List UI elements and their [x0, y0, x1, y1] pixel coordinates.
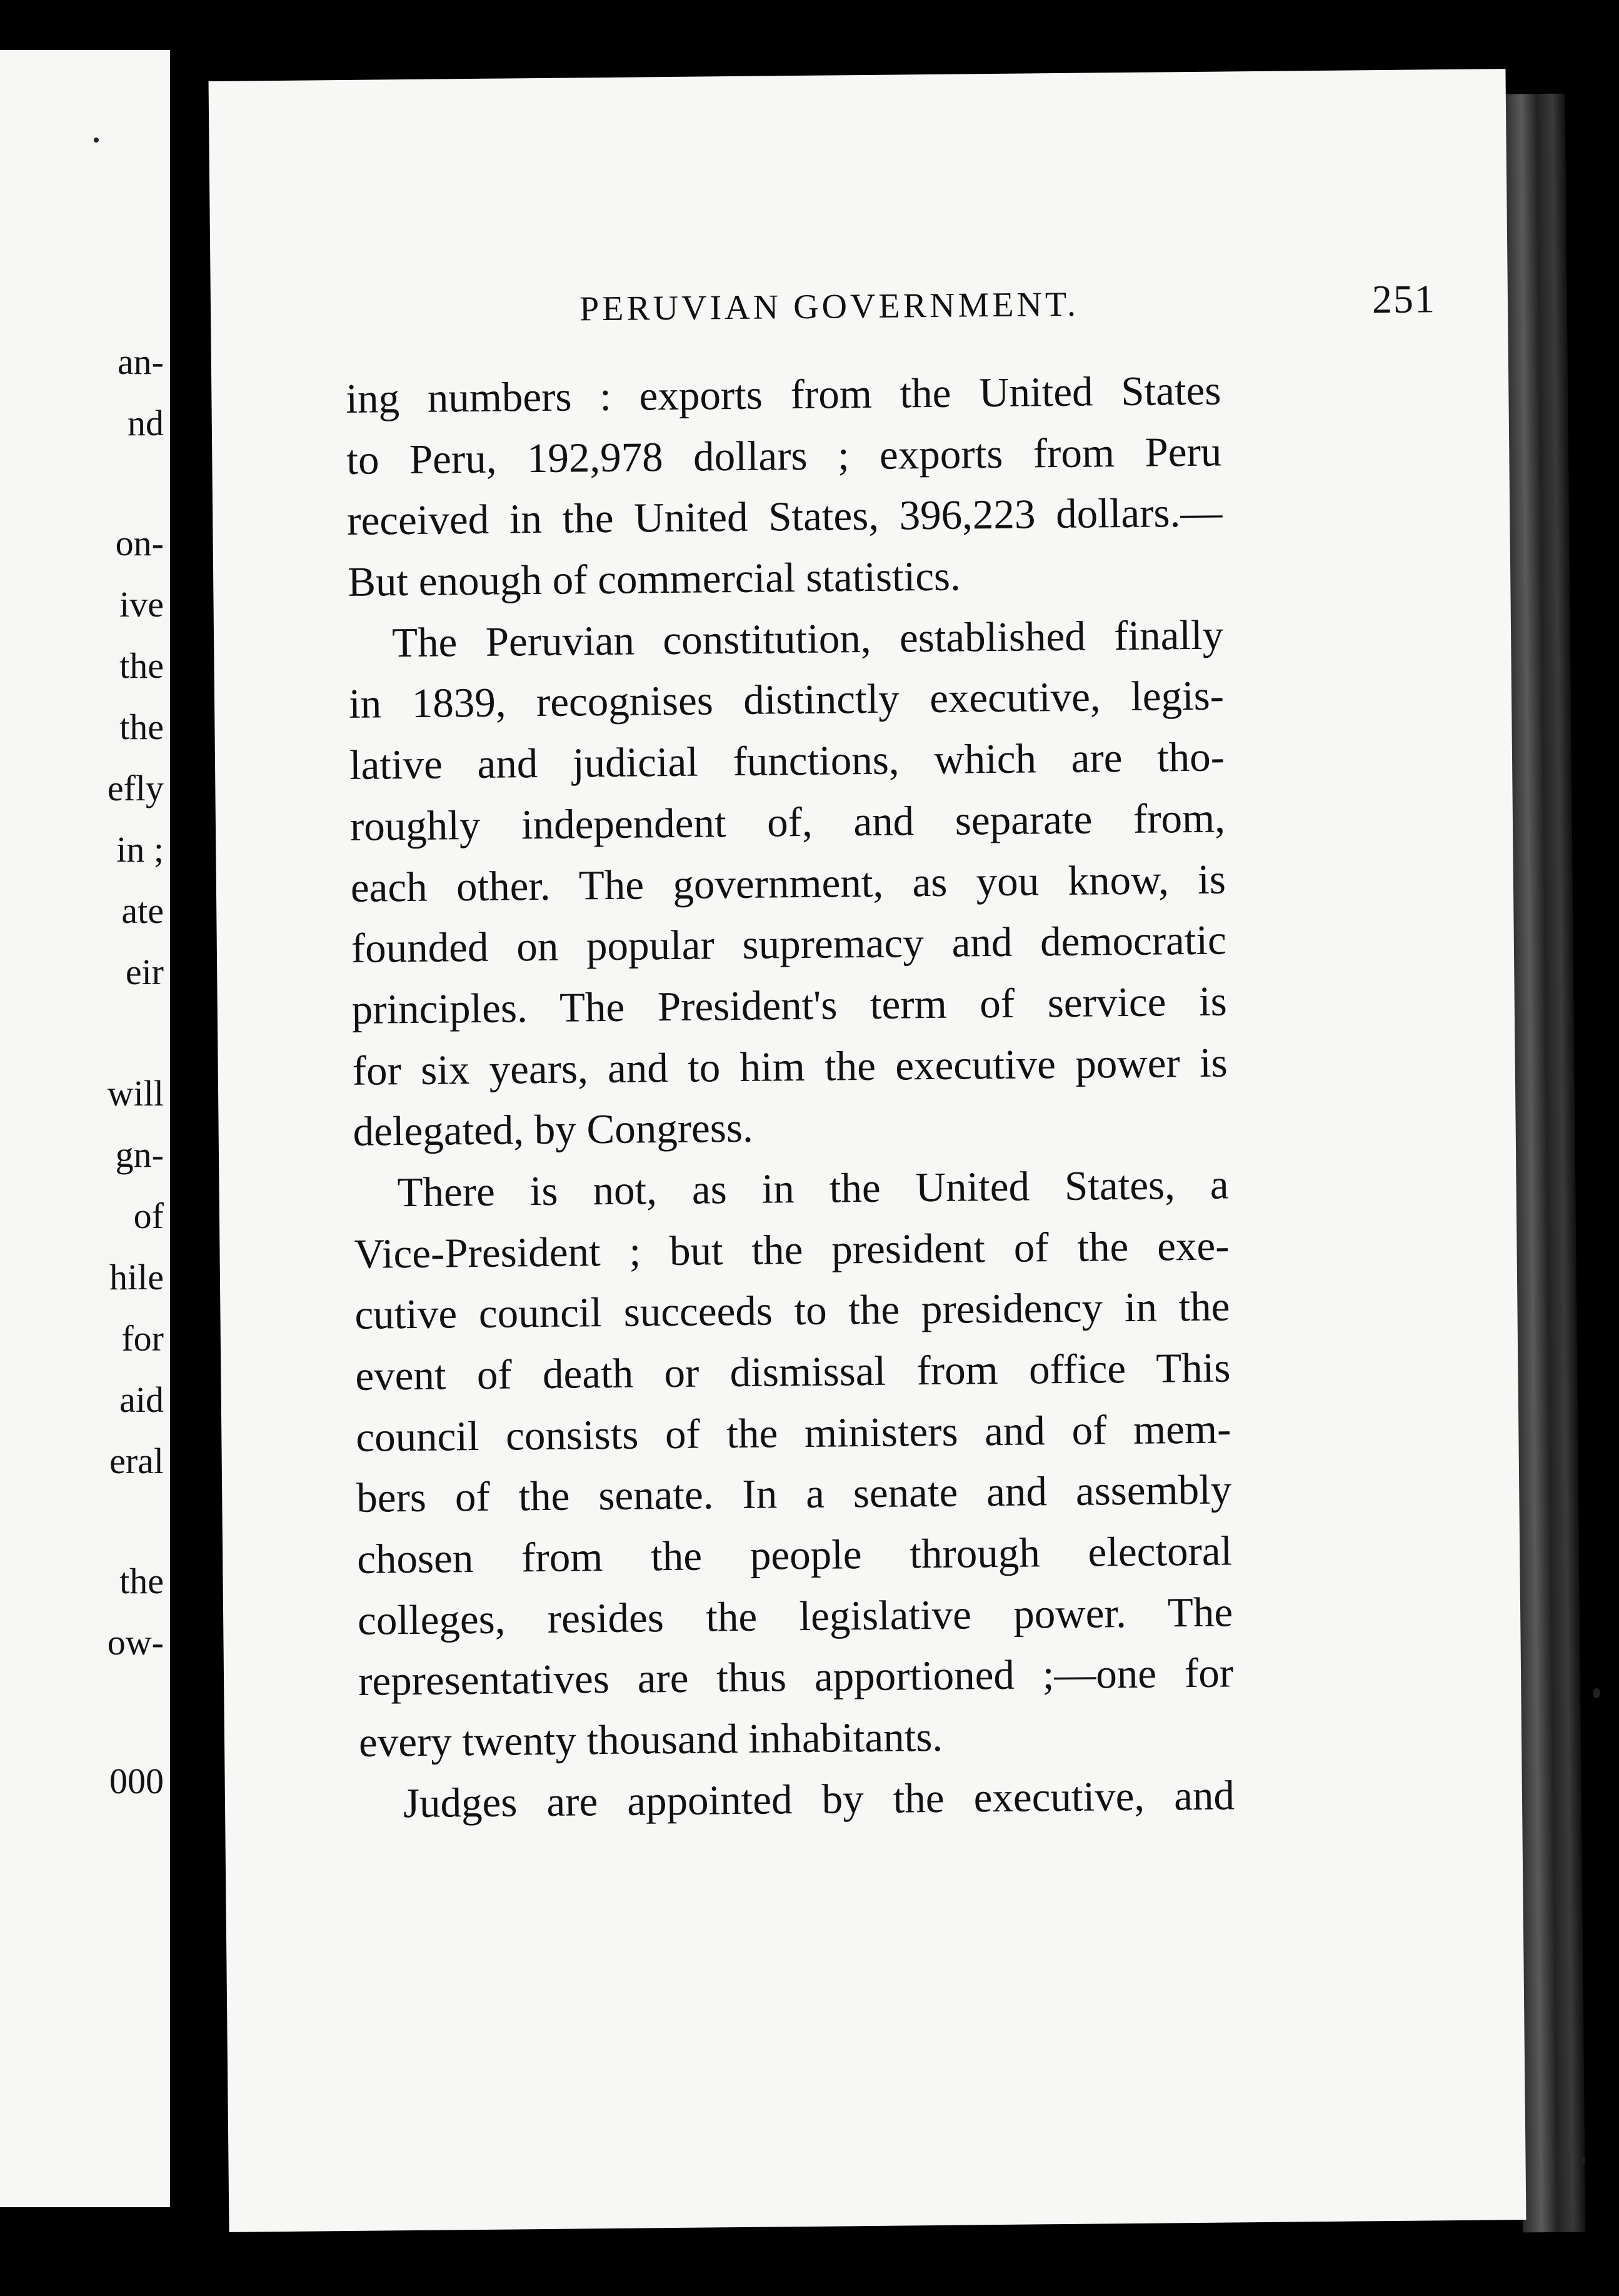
facing-page-fragment: in ; — [116, 829, 164, 870]
text-line: representatives are thus apportioned ;—one for — [358, 1649, 1234, 1705]
facing-page-fragment: eral — [109, 1441, 164, 1481]
text-line: delegated, by Congress. — [353, 1105, 754, 1156]
facing-page — [0, 50, 170, 2207]
text-line: received in the United States, 396,223 dollars.— — [346, 489, 1223, 545]
text-line: in 1839, recognises distinctly executive, legis- — [348, 672, 1225, 728]
scan-speck — [1593, 1688, 1600, 1698]
facing-page-fragment: the — [119, 1561, 164, 1601]
page-number: 251 — [1371, 276, 1436, 322]
text-line: The Peruvian constitution, established finally — [391, 612, 1224, 667]
text-line: colleges, resides the legislative power. The — [357, 1589, 1233, 1644]
scan-speck — [1581, 2157, 1585, 2163]
text-line: to Peru, 192,978 dollars ; exports from Peru — [346, 428, 1222, 483]
scan-speck — [94, 138, 99, 143]
body-text — [346, 361, 1235, 1835]
text-line: principles. The President's term of service is — [351, 978, 1228, 1033]
text-line: event of death or dismissal from office This — [355, 1344, 1231, 1399]
facing-page-fragment: of — [133, 1196, 164, 1236]
text-line: each other. The government, as you know, is — [350, 855, 1226, 911]
facing-page-fragment: efly — [107, 768, 164, 808]
facing-page-fragment: hile — [109, 1257, 164, 1297]
text-line: founded on popular supremacy and democratic — [351, 917, 1227, 972]
facing-page-fragment: the — [119, 707, 164, 747]
facing-page-fragment: the — [119, 645, 164, 686]
text-line: Vice-President ; but the president of the exe- — [354, 1222, 1230, 1277]
facing-page-fragment: will — [107, 1073, 164, 1114]
text-line: ing numbers : exports from the United States — [346, 367, 1221, 422]
facing-page-fragment: aid — [119, 1379, 164, 1420]
facing-page-fragment: 000 — [109, 1761, 164, 1801]
book-page — [209, 69, 1526, 2232]
facing-page-fragment: nd — [128, 403, 164, 443]
facing-page-fragment: for — [121, 1318, 164, 1359]
text-line: roughly independent of, and separate from, — [349, 795, 1226, 850]
text-line: bers of the senate. In a senate and assembly — [356, 1466, 1232, 1522]
text-line: for six years, and to him the executive power is — [352, 1039, 1228, 1094]
facing-page-fragment: an- — [117, 341, 164, 382]
facing-page-fragment: on- — [115, 523, 164, 563]
text-line: There is not, as in the United States, a — [397, 1161, 1229, 1216]
running-title: PERUVIAN GOVERNMENT. — [579, 284, 1080, 329]
facing-page-fragment: ate — [121, 890, 164, 931]
facing-page-fragment: eir — [125, 952, 164, 992]
text-line: Judges are appointed by the executive, and — [403, 1772, 1235, 1826]
facing-page-fragment: ive — [119, 584, 164, 625]
text-line: council consists of the ministers and of mem- — [356, 1406, 1231, 1461]
facing-page-fragment: ow- — [107, 1622, 164, 1663]
text-line: chosen from the people through electoral — [356, 1528, 1233, 1583]
facing-page-fragment: gn- — [115, 1134, 164, 1175]
text-line: every twenty thousand inhabitants. — [358, 1714, 943, 1766]
text-line: But enough of commercial statistics. — [347, 553, 961, 605]
text-line: cutive council succeeds to the presidency in the — [354, 1283, 1230, 1339]
text-line: lative and judicial functions, which are tho- — [349, 733, 1225, 789]
